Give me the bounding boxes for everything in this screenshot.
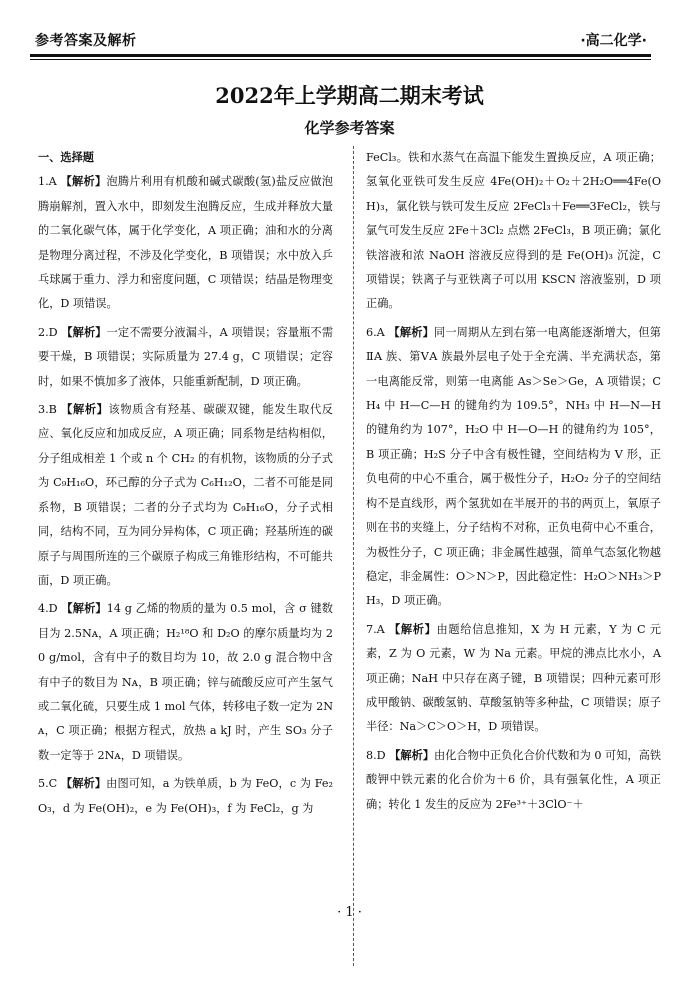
header-left: 参考答案及解析: [35, 33, 137, 49]
answer-text: 一定不需要分液漏斗，A 项错误；容量瓶不需要干燥，B 项错误；实际质量为 27.4 g，C 项错误；定容时，如果不慎加多了液体，只能重新配制，D 项正确。: [38, 325, 334, 388]
answer-text: 该物质含有羟基、碳碳双键，能发生取代反应、氧化反应和加成反应，A 项正确；同系物是结构相似，分子组成相差 1 个或 n 个 CH₂ 的有机物，该物质的分子式为 C₉H₁₆O，环己醇的分子式为 C₆H₁₂O，二者不可能是同系物，B 项错误；二者的分子式均为 C₉H₁₆O，分子式相同，结构不同，互为同分异构体，C 项正确；羟基所连的碳原子与周围所连的三个碳原子构成三角锥形结构，不可能共面，D 项正确。: [38, 403, 333, 587]
answer-text: 同一周期从左到右第一电离能逐渐增大，但第ⅡA 族、第ⅤA 族最外层电子处于全充满、半充满状态，第一电离能反常，则第一电离能 As＞Se＞Ge，A 项错误；CH₄ 中 H—C—H 的键角约为 109.5°，NH₃ 中 H—N—H 的键角约为 107°，H₂O 中 H—O—H 的键角约为 105°，B 项正确；H₂S 分子中含有极性键，空间结构为 V 形，正负电荷的中心不重合，属于极性分子，H₂O₂ 分子的空间结构不是直线形，两个氢犹如在半展开的书的两页上，氧原子则在书的夹缝上，分子结构不对称，正负电荷中心不重合，为极性分子，C 项正确；非金属性越强，简单气态氢化物越稳定，非金属性：O＞N＞P，因此稳定性：H₂O＞NH₃＞PH₃，D 项正确。: [366, 325, 661, 608]
answer-text: 由图可知，a 为铁单质，b 为 FeO，c 为 Fe₂O₃，d 为 Fe(OH)₂，e 为 Fe(OH)₃，f 为 FeCl₂，g 为: [38, 777, 333, 815]
answer-label: 【解析】: [60, 175, 107, 189]
header-right: ·高二化学·: [580, 33, 647, 49]
answer-item: [38, 170, 333, 316]
answer-label: 【解析】: [389, 748, 435, 762]
answer-text: 泡腾片利用有机酸和碱式碳酸(氢)盐反应做泡腾崩解剂，置入水中，即刻发生泡腾反应，生成并释放大量的二氧化碳气体，属于化学变化，A 项正确；油和水的分离是物理分离过程，不涉及化学变化，B 项错误；水中放入乒乓球属于重力、浮力和密度问题，C 项错误；结晶是物理变化，D 项错误。: [38, 175, 333, 311]
answer-item-continued: [366, 146, 661, 317]
page-number: · 1 ·: [337, 905, 362, 920]
right-column: [366, 146, 661, 821]
answer-number: 8.D: [366, 748, 386, 762]
answer-label: 【解析】: [61, 602, 107, 616]
answer-number: 2.D: [38, 325, 58, 339]
answer-label: 【解析】: [389, 622, 437, 636]
answer-number: 4.D: [38, 602, 58, 616]
answer-text: 由化合物中正负化合价代数和为 0 可知，高铁酸钾中铁元素的化合价为＋6 价，具有强氧化性，A 项正确；转化 1 发生的反应为 2Fe³⁺＋3ClO⁻＋: [366, 748, 662, 811]
left-column: [38, 146, 333, 825]
answer-item: [366, 744, 661, 817]
header-rule-thin: [30, 59, 651, 60]
answer-item: [366, 321, 661, 614]
page-subtitle: 化学参考答案: [304, 119, 395, 137]
answer-item: [38, 772, 333, 821]
answer-number: 6.A: [366, 325, 385, 339]
answer-number: 1.A: [38, 175, 57, 189]
answer-text: FeCl₃。铁和水蒸气在高温下能发生置换反应，A 项正确；氢氧化亚铁可发生反应 4Fe(OH)₂＋O₂＋2H₂O══4Fe(OH)₃，氯化铁与铁可发生反应 2FeCl₃＋Fe══3FeCl₂，铁与氯气可发生反应 2Fe＋3Cl₂ 点燃 2FeCl₃，B 项正确；氯化铁溶液和浓 NaOH 溶液反应得到的是 Fe(OH)₃ 沉淀，C 项错误；铁离子与亚铁离子可以用 KSCN 溶液鉴别，D 项正确。: [366, 151, 661, 311]
answer-item: [38, 321, 333, 394]
answer-label: 【解析】: [60, 777, 107, 791]
answer-label: 【解析】: [61, 325, 107, 339]
section-heading: 一、选择题: [38, 151, 94, 164]
answer-item: [366, 618, 661, 740]
answer-text: 由题给信息推知，X 为 H 元素，Y 为 C 元素，Z 为 O 元素，W 为 Na 元素。甲烷的沸点比水小，A 项正确；NaH 中只存在离子键，B 项错误；四种元素可形成甲酸钠、碳酸氢钠、草酸氢钠等多种盐，C 项错误；原子半径：Na＞C＞O＞H，D 项错误。: [366, 622, 661, 734]
answer-item: [38, 597, 333, 768]
answer-item: [38, 398, 333, 593]
answer-number: 7.A: [366, 622, 385, 636]
column-divider: [353, 146, 354, 966]
answer-number: 5.C: [38, 777, 58, 791]
header-rule-thick: [30, 54, 651, 57]
answer-label: 【解析】: [61, 403, 109, 417]
answer-number: 3.B: [38, 403, 57, 417]
answer-text: 14 g 乙烯的物质的量为 0.5 mol，含 σ 键数目为 2.5Nᴀ，A 项正确；H₂¹⁸O 和 D₂O 的摩尔质量均为 20 g/mol，含有中子的数目均为 10，故 2.0 g 混合物中含有中子的数目为 Nᴀ，B 项正确；锌与硫酸反应可产生氢气或二氧化硫，只要生成 1 mol 气体，转移电子数一定为 2Nᴀ，C 项正确；根据方程式，放热 a kJ 时，产生 SO₃ 分子数一定等于 2Nᴀ，D 项错误。: [38, 602, 333, 762]
page-title: 2022年上学期高二期末考试: [215, 83, 484, 108]
answer-label: 【解析】: [388, 325, 434, 339]
